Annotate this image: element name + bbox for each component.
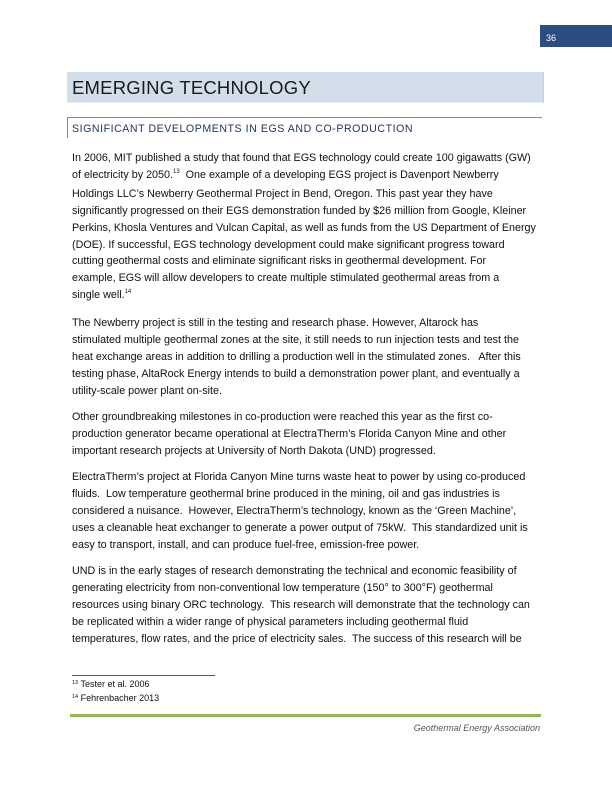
footer-rule <box>70 714 541 717</box>
paragraph-4 <box>72 469 542 554</box>
footnotes <box>72 679 159 706</box>
text-line: The Newberry project is still in the testing and research phase. However, Altarock has <box>72 317 479 330</box>
text-line: generating electricity from non-conventional low temperature (150° to 300°F) geothermal <box>72 582 493 595</box>
text-line: UND is in the early stages of research demonstrating the technical and economic feasibility of <box>72 565 517 578</box>
paragraph-5 <box>72 563 542 648</box>
text-line: fluids. Low temperature geothermal brine produced in the mining, oil and gas industries is <box>72 488 500 501</box>
paragraph-3 <box>72 409 542 460</box>
footnote-number: 14 <box>72 693 79 700</box>
chapter-heading: EMERGING TECHNOLOGY <box>72 77 311 98</box>
text-line: Other groundbreaking milestones in co-production were reached this year as the first co- <box>72 411 493 424</box>
text-line <box>72 287 542 306</box>
footnote-13 <box>72 679 159 693</box>
section-left-border <box>67 117 68 138</box>
footnote-text: Fehrenbacher 2013 <box>78 692 160 703</box>
text-line: be replicated within a wider range of physical parameters including geothermal fluid <box>72 615 469 628</box>
text-fragment: single well. <box>72 289 125 302</box>
text-line: Holdings LLC’s Newberry Geothermal Project in Bend, Oregon. This past year they have <box>72 187 493 200</box>
text-line: important research projects at University of North Dakota (UND) progressed. <box>72 445 436 458</box>
text-line: (DOE). If successful, EGS technology development could make significant progress toward <box>72 238 505 251</box>
footer-organization: Geothermal Energy Association <box>413 723 540 733</box>
text-line: uses a cleanable heat exchanger to generate a power output of 75kW. This standardized unit is <box>72 522 528 535</box>
footnote-14 <box>72 693 159 707</box>
text-line: easy to transport, install, and can produce fuel-free, emission-free power. <box>72 538 420 551</box>
text-line: In 2006, MIT published a study that found that EGS technology could create 100 gigawatts (GW) <box>72 152 531 164</box>
text-line: example, EGS will allow developers to create multiple stimulated geothermal areas from a <box>72 272 500 285</box>
text-line: resources using binary ORC technology. This research will demonstrate that the technology can <box>72 598 530 611</box>
page-number-box <box>540 25 612 47</box>
text-fragment: One example of a developing EGS project is Davenport Newberry <box>179 168 499 181</box>
text-line: cutting geothermal costs and eliminate significant risks in geothermal development. For <box>72 255 487 268</box>
body-text <box>72 150 542 657</box>
text-line: stimulated multiple geothermal zones at the site, it still needs to run injection tests and test the <box>72 334 519 347</box>
text-line: significantly progressed on their EGS demonstration funded by $26 million from Google, Kleiner <box>72 204 527 217</box>
footnote-separator <box>72 675 215 676</box>
text-line: testing phase, AltaRock Energy intends to build a demonstration power plant, and eventually a <box>72 368 520 381</box>
text-line: heat exchange areas in addition to drilling a production well in the stimulated zones. After this <box>72 351 521 364</box>
section-rule <box>67 117 542 118</box>
page-number: 36 <box>546 33 557 43</box>
footnote-text: Tester et al. 2006 <box>78 679 150 689</box>
text-line <box>72 167 542 186</box>
chapter-heading-band <box>67 72 544 103</box>
text-fragment: of electricity by 2050. <box>72 168 173 181</box>
footnote-number: 13 <box>72 680 79 686</box>
text-line: Perkins, Khosla Ventures and Vulcan Capital, as well as funds from the US Department of Energy <box>72 221 536 234</box>
text-line: utility-scale power plant on-site. <box>72 385 222 398</box>
section-title: SIGNIFICANT DEVELOPMENTS IN EGS AND CO-PRODUCTION <box>72 123 414 135</box>
paragraph-2 <box>72 315 542 400</box>
footnote-ref-14[interactable]: 14 <box>124 289 132 296</box>
paragraph-1 <box>72 150 542 306</box>
text-line: considered a nuisance. However, ElectraTherm’s technology, known as the ‘Green Machine’, <box>72 505 517 518</box>
footnote-ref-13[interactable]: 13 <box>172 168 180 175</box>
text-line: temperatures, flow rates, and the price of electricity sales. The success of this research will be <box>72 632 522 645</box>
text-line: ElectraTherm’s project at Florida Canyon Mine turns waste heat to power by using co-produced <box>72 471 526 484</box>
text-line: production generator became operational at ElectraTherm’s Florida Canyon Mine and other <box>72 428 507 441</box>
